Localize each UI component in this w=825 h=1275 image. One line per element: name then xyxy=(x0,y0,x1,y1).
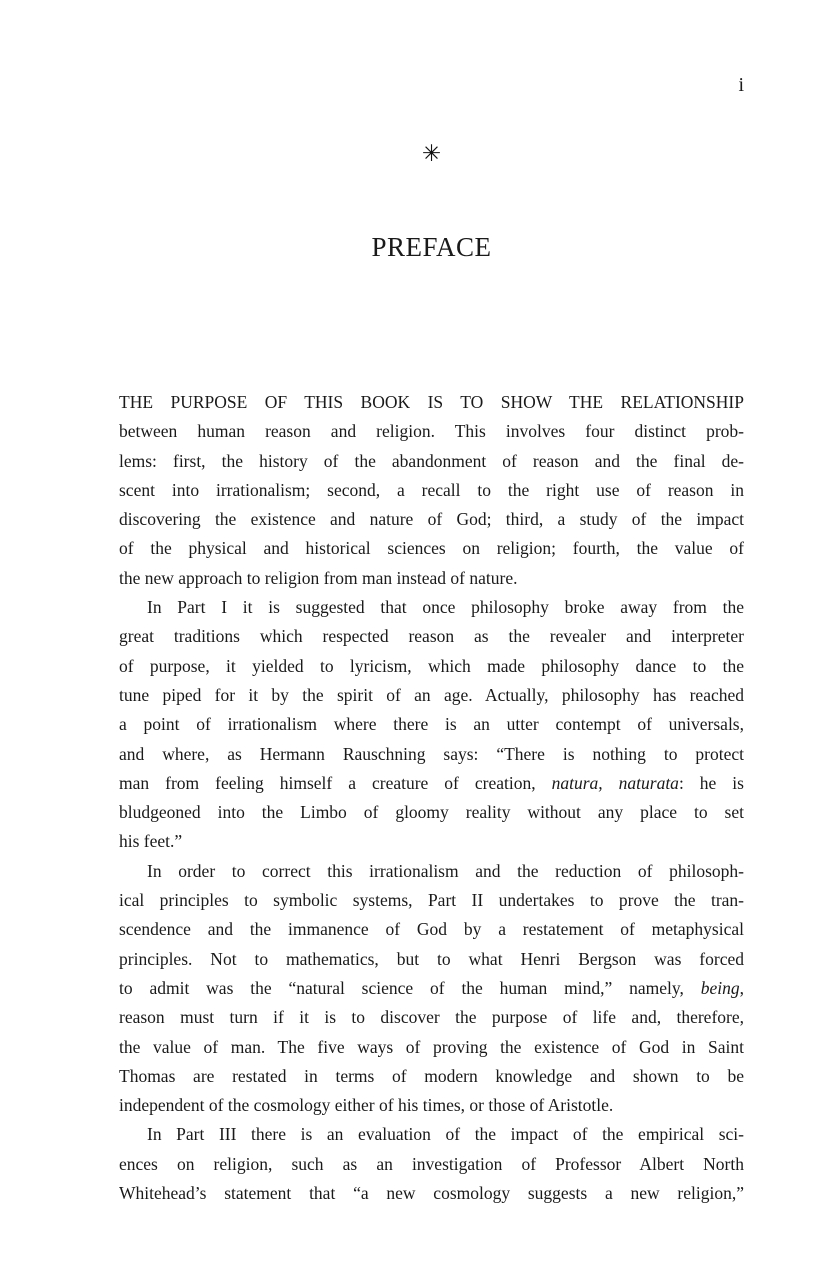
text-line xyxy=(119,945,744,974)
italic-text-segment: natura, naturata xyxy=(551,772,679,793)
preface-heading: PREFACE xyxy=(371,232,492,262)
text-segment: reason must turn if it is to discover the purpose of life and, therefore, xyxy=(119,1007,744,1028)
text-segment: principles. Not to mathematics, but to what Henri Bergson was forced xyxy=(119,948,744,969)
text-line xyxy=(119,769,744,798)
text-line xyxy=(119,534,744,563)
paragraph xyxy=(119,593,744,857)
text-segment: man from feeling himself a creature of creation, xyxy=(119,772,552,793)
text-line xyxy=(119,447,744,476)
text-line xyxy=(119,1062,744,1091)
text-segment: , xyxy=(739,977,744,998)
text-line xyxy=(119,564,744,593)
text-line xyxy=(119,886,744,915)
text-segment: lems: first, the history of the abandonment of reason and the final de- xyxy=(119,450,744,471)
text-segment: THE PURPOSE OF THIS BOOK IS TO SHOW THE RELATIONSHIP xyxy=(119,392,744,412)
text-line xyxy=(119,1033,744,1062)
text-segment: In Part III there is an evaluation of the impact of the empirical sci- xyxy=(147,1124,744,1145)
text-segment: Thomas are restated in terms of modern knowledge and shown to be xyxy=(119,1065,744,1086)
text-line xyxy=(119,1179,744,1208)
text-segment: his feet.” xyxy=(119,831,183,852)
text-line xyxy=(119,476,744,505)
text-line xyxy=(119,974,744,1003)
paragraph xyxy=(119,1120,744,1208)
paragraph xyxy=(119,857,744,1121)
text-segment: In order to correct this irrationalism and the reduction of philosoph- xyxy=(147,860,744,881)
text-line xyxy=(119,388,744,417)
text-segment: of purpose, it yielded to lyricism, which made philosophy dance to the xyxy=(119,655,744,676)
text-segment: independent of the cosmology either of his times, or those of Aristotle. xyxy=(119,1095,614,1116)
text-line xyxy=(119,652,744,681)
text-segment: scent into irrationalism; second, a recall to the right use of reason in xyxy=(119,479,744,500)
text-segment: of the physical and historical sciences on religion; fourth, the value of xyxy=(119,538,744,559)
text-segment: bludgeoned into the Limbo of gloomy reality without any place to set xyxy=(119,802,744,823)
text-segment: great traditions which respected reason as the revealer and interpreter xyxy=(119,626,744,647)
text-line xyxy=(119,681,744,710)
asterisk-ornament-icon: ✳ xyxy=(421,141,442,166)
text-segment: between human reason and religion. This involves four distinct prob- xyxy=(119,421,744,442)
text-segment: scendence and the immanence of God by a restatement of metaphysical xyxy=(119,919,744,940)
text-segment: the new approach to religion from man instead of nature. xyxy=(119,567,518,588)
text-segment: Whitehead’s statement that “a new cosmology suggests a new religion,” xyxy=(119,1183,744,1204)
text-segment: to admit was the “natural science of the human mind,” namely, xyxy=(119,977,701,998)
text-segment: ical principles to symbolic systems, Part II undertakes to prove the tran- xyxy=(119,890,744,911)
text-segment: the value of man. The five ways of proving the existence of God in Saint xyxy=(119,1036,744,1057)
text-line xyxy=(119,710,744,739)
paragraph xyxy=(119,388,744,593)
text-segment: ences on religion, such as an investigation of Professor Albert North xyxy=(119,1153,744,1174)
text-line xyxy=(119,505,744,534)
text-line xyxy=(119,1150,744,1179)
text-line xyxy=(119,417,744,446)
text-segment: tune piped for it by the spirit of an age. Actually, philosophy has reached xyxy=(119,684,744,705)
text-line xyxy=(119,915,744,944)
text-line xyxy=(119,622,744,651)
text-segment: and where, as Hermann Rauschning says: “There is nothing to protect xyxy=(119,743,744,764)
text-line xyxy=(119,827,744,856)
text-line xyxy=(119,1120,744,1149)
text-segment: a point of irrationalism where there is an utter contempt of universals, xyxy=(119,714,744,735)
text-line xyxy=(119,740,744,769)
text-segment: In Part I it is suggested that once philosophy broke away from the xyxy=(147,597,744,618)
text-segment: discovering the existence and nature of God; third, a study of the impact xyxy=(119,509,744,530)
italic-text-segment: being xyxy=(700,977,740,998)
text-line xyxy=(119,593,744,622)
text-line xyxy=(119,857,744,886)
text-line xyxy=(119,1091,744,1120)
text-line xyxy=(119,798,744,827)
text-line xyxy=(119,1003,744,1032)
body-text xyxy=(119,388,744,1208)
page-number: i xyxy=(738,74,744,96)
text-segment: : he is xyxy=(678,772,744,793)
